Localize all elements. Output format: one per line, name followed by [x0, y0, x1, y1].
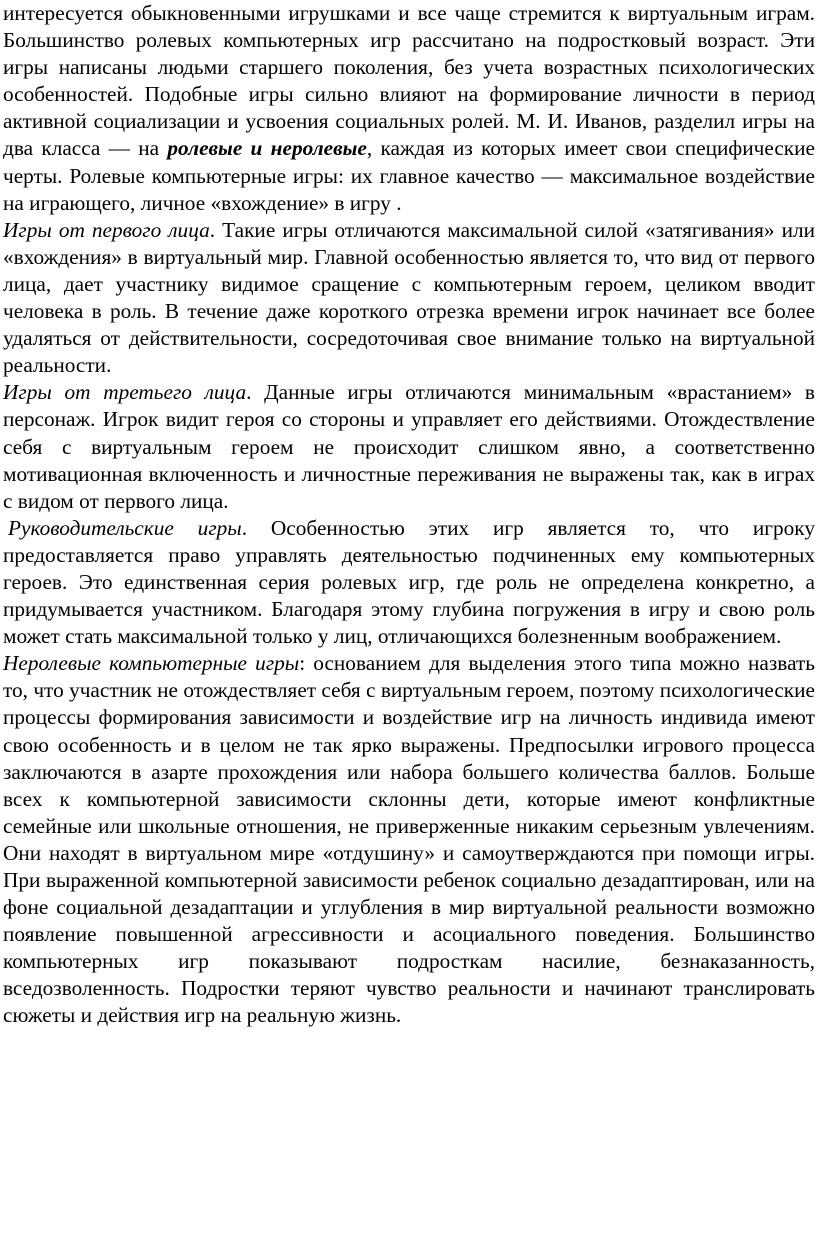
paragraph-text: . Особенностью этих игр является то, что игроку предоставляется право управлять деятельностью подчиненных ему компьютерных героев. Это единственная серия ролевых игр, где роль не определена конкретно, а придумывается участником. Благодаря этому глубина погружения в игру и свою роль может стать максимальной только у лиц, отличающихся болезненным воображением.	[3, 515, 815, 649]
paragraph-third-person-games	[3, 379, 815, 514]
paragraph-intro	[3, 0, 815, 217]
paragraph-text: . Такие игры отличаются максимальной силой «затягивания» или «вхождения» в виртуальный мир. Главной особенностью является то, что вид от первого лица, дает участнику видимое сращение с компьютерным героем, целиком вводит человека в роль. В течение даже короткого отрезка времени игрок начинает все более удаляться от действительности, сосредоточивая свое внимание только на виртуальной реальности.	[3, 217, 815, 378]
italic-term: Игры от первого лица	[3, 217, 210, 242]
paragraph-text: , каждая из которых имеет свои специфические черты. Ролевые компьютерные игры: их главное качество — максимальное воздействие на играющего, личное «вхождение» в игру .	[3, 136, 815, 215]
paragraph-text: интересуется обыкновенными игрушками и все чаще стремится к виртуальным играм. Большинство ролевых компьютерных игр рассчитано на подростковый возраст. Эти игры написаны людьми старшего поколения, без учета возрастных психологических особенностей. Подобные игры сильно влияют на формирование личности в период активной социализации и усвоения социальных ролей. М. И. Иванов, разделил игры на два класса — на	[3, 1, 815, 161]
italic-term: Игры от третьего лица	[3, 380, 247, 405]
emphasized-term: ролевые и неролевые	[167, 136, 367, 161]
paragraph-first-person-games	[3, 217, 815, 380]
italic-term: Неролевые компьютерные игры	[3, 651, 300, 676]
paragraph-text: . Данные игры отличаются минимальным «врастанием» в персонаж. Игрок видит героя со стороны и управляет его действиями. Отождествление себя с виртуальным героем не происходит слишком явно, а соответственно мотивационная включенность и личностные переживания не выражены так, как в играх с видом от первого лица.	[3, 380, 815, 513]
document-page	[3, 0, 815, 1030]
italic-term: Руководительские игры	[8, 515, 242, 540]
paragraph-management-games	[3, 515, 815, 650]
paragraph-non-role-games	[3, 650, 815, 1029]
paragraph-text: : основанием для выделения этого типа можно назвать то, что участник не отождествляет себя с виртуальным героем, поэтому психологические процессы формирования зависимости и воздействие игр на личность индивида имеют свою особенность и в целом не так ярко выражены. Предпосылки игрового процесса заключаются в азарте прохождения или набора большего количества баллов. Больше всех к компьютерной зависимости склонны дети, которые имеют конфликтные семейные или школьные отношения, не приверженные никаким серьезным увлечениям. Они находят в виртуальном мире «отдушину» и самоутверждаются при помощи игры. При выраженной компьютерной зависимости ребенок социально дезадаптирован, или на фоне социальной дезадаптации и углубления в мир виртуальной реальности возможно появление повышенной агрессивности и асоциального поведения. Большинство компьютерных игр показывают подросткам насилие, безнаказанность, вседозволенность. Подростки теряют чувство реальности и начинают транслировать сюжеты и действия игр на реальную жизнь.	[3, 651, 815, 1028]
